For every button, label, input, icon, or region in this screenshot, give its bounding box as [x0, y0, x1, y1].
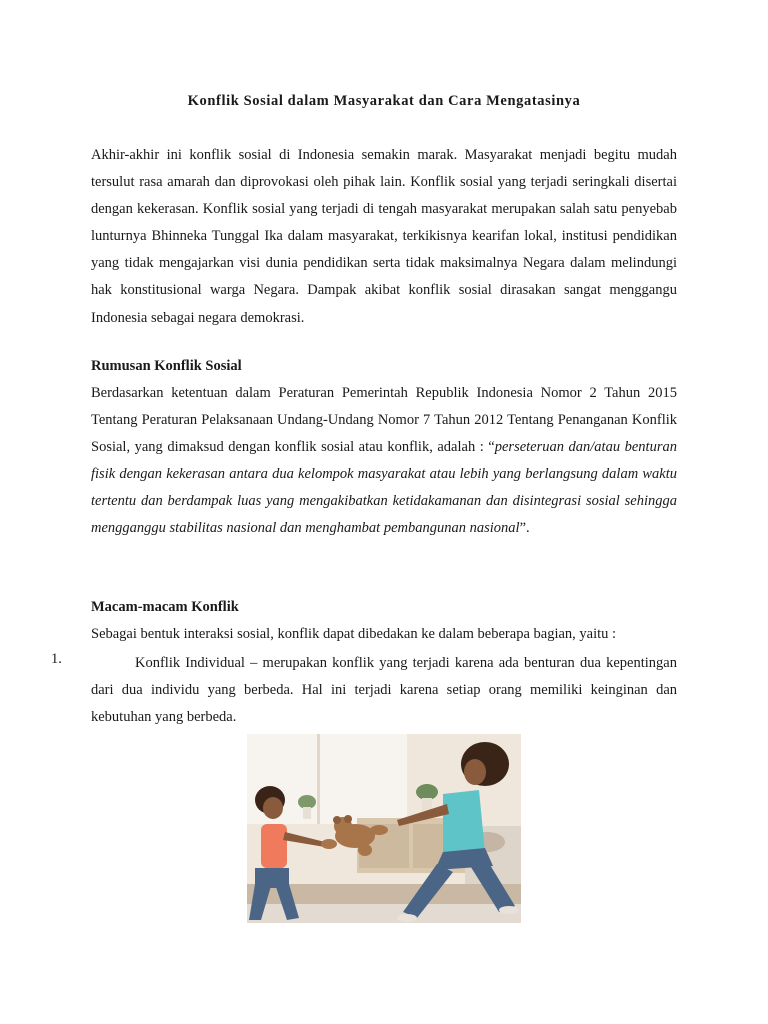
- photo-plant-right: [416, 784, 438, 800]
- photo-plant-left: [298, 795, 316, 809]
- list-item-number: 1.: [51, 651, 62, 667]
- photo-window-frame: [317, 734, 320, 824]
- rumusan-lead: Berdasarkan ketentuan dalam Peraturan Pemerintah Republik Indonesia Nomor 2 Tahun 2015 Tentang Peraturan Pelaksanaan Undang-Undang Nomor 7 Tahun 2012 Tentang Penanganan Konflik Sosial, yang dimaksud dengan konflik sosial atau konflik, adalah : “: [91, 385, 677, 456]
- document-title: Konflik Sosial dalam Masyarakat dan Cara Mengatasinya: [187, 93, 581, 109]
- list-item-text: Konflik Individual – merupakan konflik yang terjadi karena ada benturan dua kepentingan dari dua individu yang berbeda. Hal ini terjadi karena setiap orang memiliki keinginan dan kebutuhan yang berbeda.: [91, 655, 677, 726]
- intro-paragraph: Akhir-akhir ini konflik sosial di Indonesia semakin marak. Masyarakat menjadi begitu mudah tersulut rasa amarah dan diprovokasi oleh pihak lain. Konflik sosial yang terjadi seringkali disertai dengan kekerasan. Konflik sosial yang terjadi di tengah masyarakat merupakan salah satu penyebab lunturnya Bhinneka Tunggal Ika dalam masyarakat, terkikisnya kearifan lokal, institusi pendidikan yang tidak mengajarkan visi dunia pendidikan serta tidak maksimalnya Negara dalam melindungi hak konstitusional warga Negara. Dampak akibat konflik sosial dirasakan sangat menggangu Indonesia sebagai negara demokrasi.: [91, 147, 677, 326]
- rumusan-paragraph: [91, 380, 677, 543]
- section-heading-macam: Macam-macam Konflik: [91, 599, 239, 615]
- macam-intro: Sebagai bentuk interaksi sosial, konflik dapat dibedakan ke dalam beberapa bagian, yaitu :: [91, 626, 617, 642]
- rumusan-quote: perseteruan dan/atau benturan fisik dengan kekerasan antara dua kelompok masyarakat atau lebih yang berlangsung dalam waktu tertentu dan berdampak luas yang mengakibatkan ketidakamanan dan disintegrasi sosial sehingga mengganggu stabilitas nasional dan menghambat pembangunan nasional: [91, 439, 677, 537]
- list-item: [91, 650, 677, 731]
- section-heading-rumusan: Rumusan Konflik Sosial: [91, 358, 242, 374]
- rumusan-tail: ”.: [519, 520, 530, 537]
- children-tug-of-war-photo: [247, 734, 521, 923]
